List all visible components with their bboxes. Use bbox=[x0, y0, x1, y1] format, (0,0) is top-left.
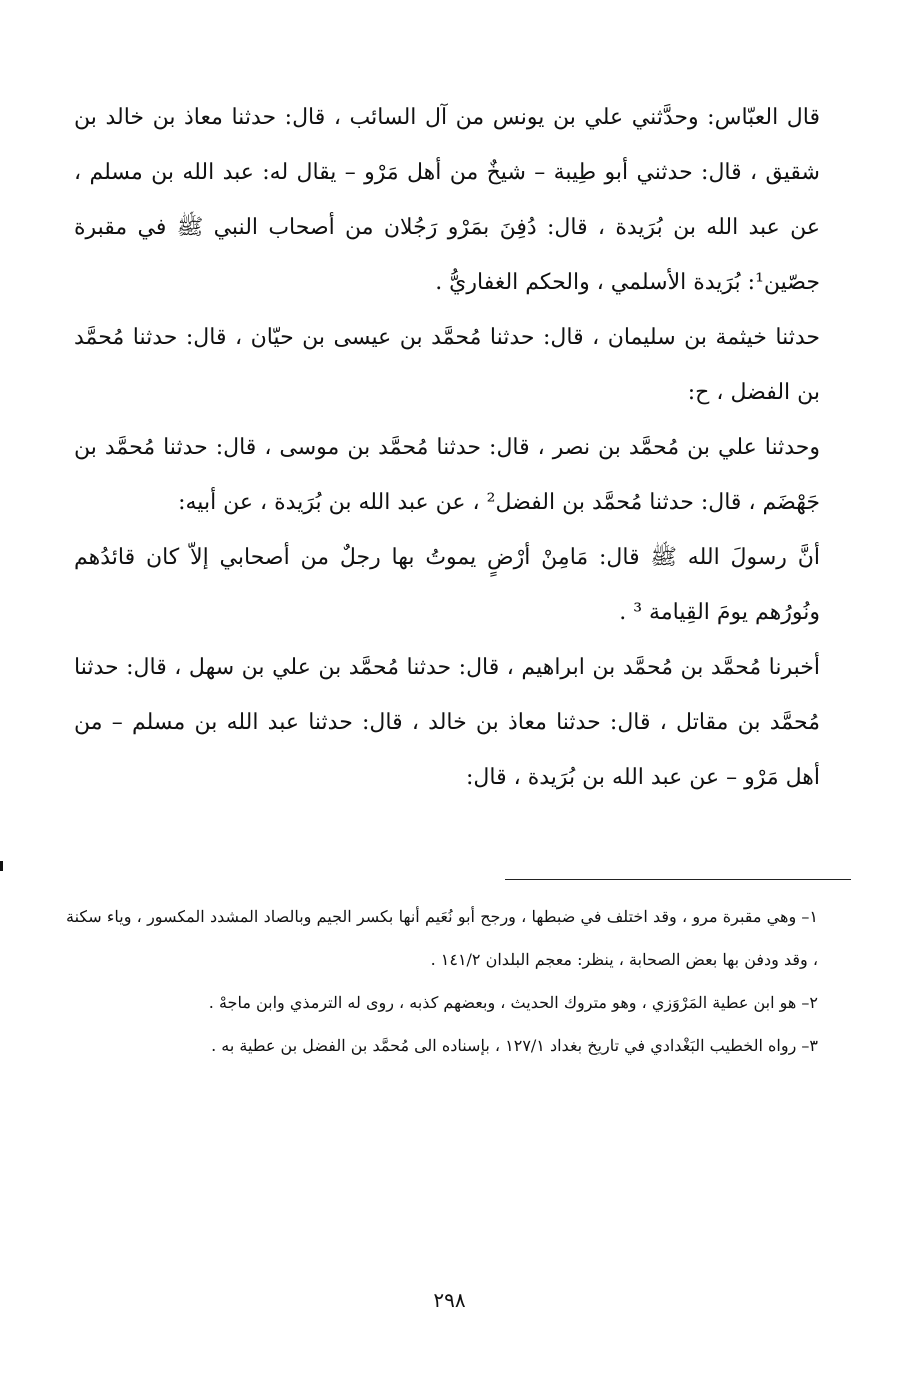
scan-margin-mark bbox=[0, 861, 3, 871]
paragraph-3: وحدثنا علي بن مُحمَّد بن نصر ، قال: حدثنا مُحمَّد بن موسى ، قال: حدثنا مُحمَّد بن جَهْضَم ، قال: حدثنا مُحمَّد بن الفضل² ، عن عبد الله بن بُرَيدة ، عن أبيه: bbox=[74, 435, 820, 515]
paragraph-2: حدثنا خيثمة بن سليمان ، قال: حدثنا مُحمَّد بن عيسى بن حيّان ، قال: حدثنا مُحمَّد بن الفضل ، ح: bbox=[74, 325, 820, 405]
footnote-1: ١– وهي مقبرة مرو ، وقد اختلف في ضبطها ، ورجح أبو نُعَيم أنها بكسر الجيم وبالصاد المشدد المكسور ، وياء سكنة ، وقد ودفن بها بعض الصحابة ، ينظر: معجم البلدان ١٤١/٢ . bbox=[66, 907, 818, 969]
footnote-divider bbox=[505, 879, 851, 880]
page-number: ٢٩٨ bbox=[433, 1288, 466, 1312]
paragraph-4: أنَّ رسولَ الله ﷺ قال: مَامِنْ أرْضٍ يموتُ بها رجلٌ من أصحابي إلاّ كان قائدُهم ونُورُهم يومَ القِيامة ³ . bbox=[74, 545, 820, 625]
paragraph-5: أخبرنا مُحمَّد بن مُحمَّد بن ابراهيم ، قال: حدثنا مُحمَّد بن علي بن سهل ، قال: حدثنا مُحمَّد بن مقاتل ، قال: حدثنا معاذ بن خالد ، قال: حدثنا عبد الله بن مسلم – من أهل مَرْو – عن عبد الله بن بُرَيدة ، قال: bbox=[74, 655, 820, 790]
main-text-body bbox=[74, 90, 820, 805]
footnote-3: ٣– رواه الخطيب البَغْدادي في تاريخ بغداد ١٢٧/١ ، بإسناده الى مُحمَّد بن الفضل بن عطية به . bbox=[211, 1036, 818, 1055]
footnote-2: ٢– هو ابن عطية المَرْوَزي ، وهو متروك الحديث ، وبعضهم كذبه ، روى له الترمذي وابن ماجهْ . bbox=[208, 993, 818, 1012]
paragraph-1: قال العبّاس: وحدَّثني علي بن يونس من آل السائب ، قال: حدثنا معاذ بن خالد بن شقيق ، قال: حدثني أبو طِيبة – شيخٌ من أهل مَرْو – يقال له: عبد الله بن مسلم ، عن عبد الله بن بُرَيدة ، قال: دُفِنَ بمَرْو رَجُلان من أصحاب النبي ﷺ في مقبرة جصّين¹: بُرَيدة الأسلمي ، والحكم الغفاريُّ . bbox=[74, 105, 820, 295]
footnotes bbox=[66, 895, 818, 1067]
